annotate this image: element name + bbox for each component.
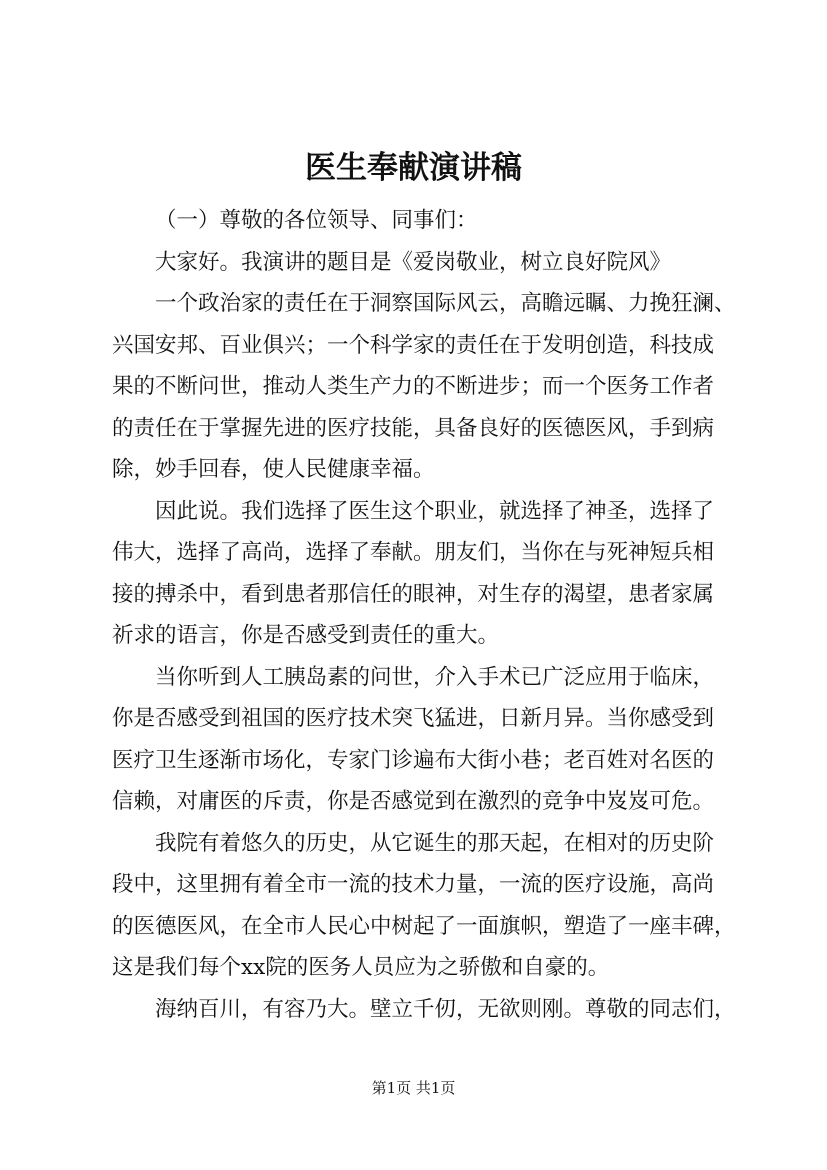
paragraph-line: 伟大，选择了高尚，选择了奉献。朋友们，当你在与死神短兵相 [112,540,715,565]
paragraph-line: 海纳百川，有容乃大。壁立千仞，无欲则刚。尊敬的同志们， [155,996,736,1022]
paragraph-line: 接的搏杀中，看到患者那信任的眼神，对生存的渴望，患者家属 [112,581,715,607]
document-title: 医生奉献演讲稿 [305,150,522,186]
paragraph-line: 一个政治家的责任在于洞察国际风云，高瞻远瞩、力挽狂澜、 [155,291,736,316]
paragraph-line: 的责任在于掌握先进的医疗技能，具备良好的医德医风，手到病 [112,415,715,441]
paragraph-line: 段中，这里拥有着全市一流的技术力量，一流的医疗设施，高尚 [112,872,715,897]
paragraph-line: 果的不断问世，推动人类生产力的不断进步；而一个医务工作者 [112,374,715,399]
document-body [112,200,742,1030]
paragraph-line: 信赖，对庸医的斥责，你是否感觉到在激烈的竞争中岌岌可危。 [112,789,715,814]
paragraph-line: 你是否感受到祖国的医疗技术突飞猛进，日新月异。当你感受到 [112,706,715,731]
paragraph-line: 我院有着悠久的历史，从它诞生的那天起，在相对的历史阶 [155,830,715,856]
paragraph-line: 当你听到人工胰岛素的问世，介入手术已广泛应用于临床， [155,664,715,690]
paragraph-line: 医疗卫生逐渐市场化，专家门诊遍布大街小巷；老百姓对名医的 [112,747,715,773]
paragraph-line: 祈求的语言，你是否感受到责任的重大。 [112,623,500,648]
page-number-footer: 第1页 共1页 [371,1079,456,1097]
paragraph-line: （一）尊敬的各位领导、同事们： [155,208,478,233]
paragraph-line: 因此说。我们选择了医生这个职业，就选择了神圣，选择了 [155,498,715,524]
paragraph-line: 大家好。我演讲的题目是《爱岗敬业，树立良好院风》 [155,249,672,275]
paragraph-line: 的医德医风，在全市人民心中树起了一面旗帜，塑造了一座丰碑， [112,913,736,939]
paragraph-line: 兴国安邦、百业俱兴；一个科学家的责任在于发明创造，科技成 [112,332,715,358]
paragraph-line: 除，妙手回春，使人民健康幸福。 [112,457,435,482]
paragraph-line: 这是我们每个xx院的医务人员应为之骄傲和自豪的。 [112,955,610,980]
